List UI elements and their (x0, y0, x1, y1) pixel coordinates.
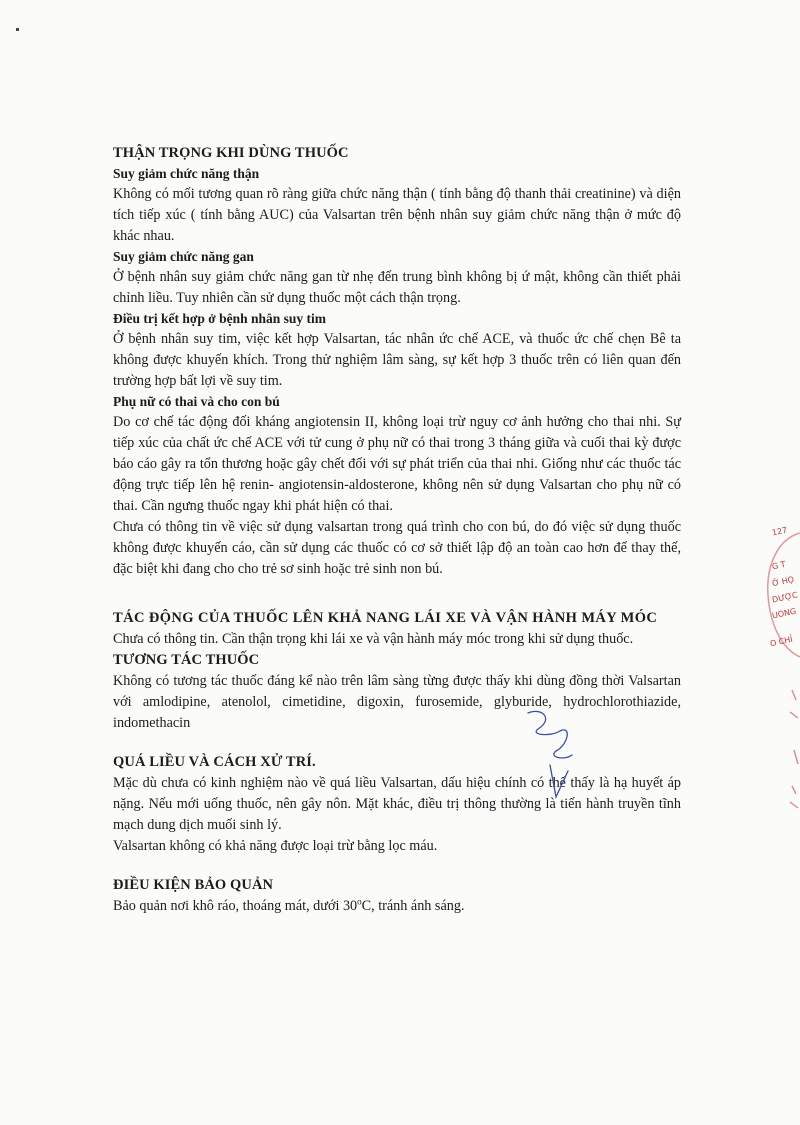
storage-text-before: Bảo quản nơi khô ráo, thoáng mát, dưới 30 (113, 898, 358, 914)
pregnancy-subheading: Phụ nữ có thai và cho con bú (113, 394, 280, 409)
hepatic-subheading: Suy giảm chức năng gan (113, 249, 254, 264)
interactions-heading: TƯƠNG TÁC THUỐC (113, 652, 260, 668)
heart-failure-paragraph: Ở bệnh nhân suy tim, việc kết hợp Valsartan, tác nhân ức chế ACE, và thuốc ức chế chẹn Bê ta không được khuyến khích. Trong thử nghiệm lâm sàng, sự kết hợp 3 thuốc trên có liên quan đến trường hợp bất lợi về suy tim. (113, 331, 681, 389)
stamp-text-4: DƯỢC (771, 590, 799, 605)
dialysis-paragraph: Valsartan không có khả năng được loại trừ bằng lọc máu. (113, 838, 438, 854)
edge-mark-icon (784, 690, 800, 810)
precautions-heading: THẬN TRỌNG KHI DÙNG THUỐC (113, 145, 349, 161)
pregnancy-paragraph: Do cơ chế tác động đối kháng angiotensin II, không loại trừ nguy cơ ảnh hưởng cho thai nhi. Sự tiếp xúc của chất ức chế ACE với tử cung ở phụ nữ có thai trong 3 tháng giữa và cuối thai kỳ được báo cáo gây ra tổn thương hoặc gây chết đối với sự phát triển của thai nhi. Giống như các thuốc tác động trực tiếp lên hệ renin- angiotensin-aldosterone, không nên sử dụng Valsartan cho phụ nữ có thai. Cần ngưng thuốc ngay khi phát hiện có thai. (113, 414, 681, 514)
corner-mark (16, 28, 19, 31)
edge-marks (784, 690, 800, 810)
storage-text-after: C, tránh ánh sáng. (361, 898, 465, 914)
driving-heading: TÁC ĐỘNG CỦA THUỐC LÊN KHẢ NANG LÁI XE VÀ VẬN HÀNH MÁY MÓC (113, 610, 658, 626)
driving-paragraph: Chưa có thông tin. Cần thận trọng khi lái xe và vận hành máy móc trong khi sử dụng thuốc. (113, 631, 634, 647)
document-body (113, 143, 681, 917)
interactions-paragraph: Không có tương tác thuốc đáng kể nào trên lâm sàng từng được thấy khi dùng đồng thời Valsartan với amlodipine, atenolol, cimetidine, digoxin, furosemide, glyburide, hydrochlorothiazide, indomethacin (113, 673, 681, 731)
signature (520, 705, 590, 800)
hepatic-paragraph: Ở bệnh nhân suy giảm chức năng gan từ nhẹ đến trung bình không bị ứ mật, không cần thiết phải chỉnh liều. Tuy nhiên cần sử dụng thuốc một cách thận trọng. (113, 269, 681, 306)
stamp-fragment (760, 525, 800, 665)
renal-paragraph: Không có mối tương quan rõ ràng giữa chức năng thận ( tính bằng độ thanh thải creatinine) và diện tích tiếp xúc ( tính bằng AUC) của Valsartan trên bệnh nhân suy giảm chức năng thận ở mức độ khác nhau. (113, 186, 681, 244)
stamp-text-1: 127 (771, 525, 789, 538)
stamp-text-3: Ở HỌ (771, 574, 795, 589)
overdose-heading: QUÁ LIỀU VÀ CÁCH XỬ TRÍ. (113, 754, 316, 770)
signature-icon (520, 705, 590, 800)
degree-symbol: o (357, 896, 362, 907)
storage-paragraph (113, 896, 681, 917)
overdose-paragraph: Mặc dù chưa có kinh nghiệm nào về quá liều Valsartan, dấu hiệu chính có thể thấy là hạ huyết áp nặng. Nếu mới uống thuốc, nên gây nôn. Mặt khác, điều trị thông thường là tiến hành truyền tĩnh mạch dung dịch muối sinh lý. (113, 775, 681, 833)
lactation-paragraph: Chưa có thông tin về việc sử dụng valsartan trong quá trình cho con bú, do đó việc sử dụng thuốc không được khuyến cáo, cần sử dụng các thuốc có cơ sở thiết lập độ an toàn cao hơn để thay thế, đặc biệt khi đang cho cho trẻ sơ sinh hoặc trẻ sinh non bú. (113, 519, 681, 577)
stamp-text-6: O CHỈ (769, 634, 794, 649)
stamp-text-5: UONG (771, 606, 798, 621)
storage-heading: ĐIỀU KIỆN BẢO QUẢN (113, 877, 274, 893)
renal-subheading: Suy giảm chức năng thận (113, 166, 260, 181)
stamp-text-2: G T (771, 559, 787, 572)
heart-failure-subheading: Điều trị kết hợp ở bệnh nhân suy tim (113, 311, 326, 326)
